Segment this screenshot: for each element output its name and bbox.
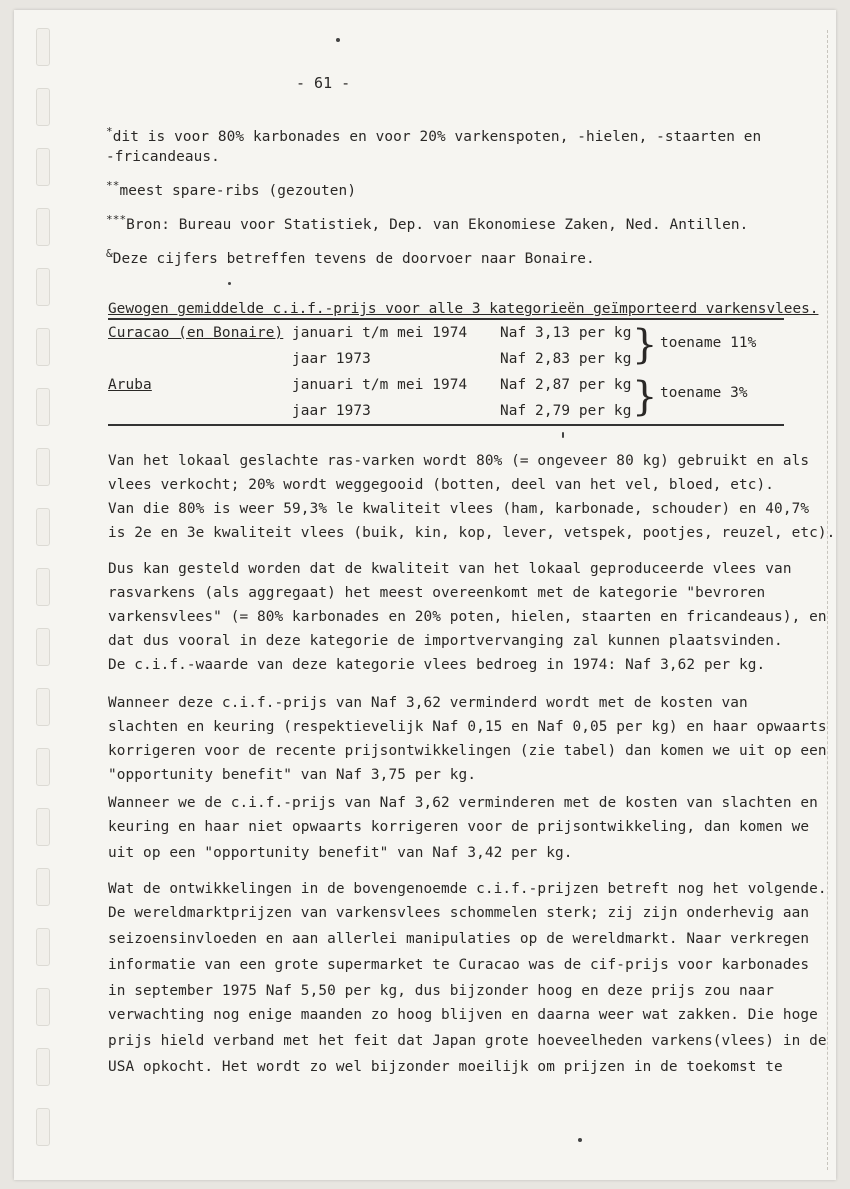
table-region-aruba: Aruba — [108, 377, 152, 393]
punch-hole — [36, 568, 50, 606]
punch-hole — [36, 328, 50, 366]
paragraph-4-line: Wat de ontwikkelingen in de bovengenoemde c.i.f.-prijzen betreft nog het volgende. — [108, 881, 827, 897]
footnote-text: dit is voor 80% karbonades en voor 20% varkenspoten, -hielen, -staarten en — [112, 129, 762, 145]
table-brace: } — [632, 322, 658, 368]
punch-hole — [36, 388, 50, 426]
punch-hole — [36, 448, 50, 486]
footnote-1-cont: -fricandeaus. — [106, 149, 220, 165]
table-change-curacao: toename 11% — [660, 335, 757, 351]
paragraph-2-line: Dus kan gesteld worden dat de kwaliteit van het lokaal geproduceerde vlees van — [108, 561, 792, 577]
table-change-aruba: toename 3% — [660, 385, 748, 401]
punch-hole — [36, 868, 50, 906]
punch-holes — [36, 28, 50, 1178]
footnote-marker: *** — [106, 213, 127, 226]
ink-dot — [336, 38, 340, 42]
paragraph-1-line: Van het lokaal geslachte ras-varken wordt 80% (= ongeveer 80 kg) gebruikt en als — [108, 453, 810, 469]
punch-hole — [36, 88, 50, 126]
paragraph-2-line: rasvarkens (als aggregaat) het meest overeenkomt met de kategorie "bevroren — [108, 585, 766, 601]
ink-mark — [562, 432, 564, 438]
table-price: Naf 3,13 per kg — [500, 325, 632, 341]
punch-hole — [36, 28, 50, 66]
table-price: Naf 2,79 per kg — [500, 403, 632, 419]
punch-hole — [36, 1108, 50, 1146]
punch-hole — [36, 208, 50, 246]
footnote-2 — [106, 178, 356, 204]
punch-hole — [36, 808, 50, 846]
paragraph-4-line: informatie van een grote supermarket te Curacao was de cif-prijs voor karbonades — [108, 957, 810, 973]
footnote-marker: * — [106, 125, 113, 138]
table-brace: } — [632, 374, 658, 420]
footnote-4 — [106, 246, 595, 272]
table-period: jaar 1973 — [292, 403, 371, 419]
paragraph-3-line: Wanneer we de c.i.f.-prijs van Naf 3,62 verminderen met de kosten van slachten en — [108, 795, 818, 811]
punch-hole — [36, 1048, 50, 1086]
punch-hole — [36, 688, 50, 726]
paragraph-4-line: USA opkocht. Het wordt zo wel bijzonder moeilijk om prijzen in de toekomst te — [108, 1059, 783, 1075]
table-title: Gewogen gemiddelde c.i.f.-prijs voor alle 3 kategorieën geïmporteerd varkensvlees. — [108, 301, 819, 317]
footnote-3 — [106, 212, 748, 238]
footnote-text: Deze cijfers betreffen tevens de doorvoer naar Bonaire. — [112, 251, 595, 267]
paragraph-2-line: dat dus vooral in deze kategorie de importvervanging zal kunnen plaatsvinden. — [108, 633, 783, 649]
punch-hole — [36, 928, 50, 966]
paragraph-4-line: verwachting nog enige maanden zo hoog blijven en daarna weer wat zakken. Die hoge — [108, 1007, 818, 1023]
paragraph-3-line: Wanneer deze c.i.f.-prijs van Naf 3,62 verminderd wordt met de kosten van — [108, 695, 748, 711]
footnote-marker: & — [106, 247, 113, 260]
paragraph-4-line: seizoensinvloeden en aan allerlei manipulaties op de wereldmarkt. Naar verkregen — [108, 931, 810, 947]
table-bottom-rule — [108, 424, 784, 426]
right-edge-marks — [819, 30, 828, 1170]
ink-dot — [578, 1138, 582, 1142]
paragraph-3-line: korrigeren voor de recente prijsontwikkelingen (zie tabel) dan komen we uit op een — [108, 743, 827, 759]
table-region-curacao: Curacao (en Bonaire) — [108, 325, 284, 341]
paragraph-4-line: prijs hield verband met het feit dat Japan grote hoeveelheden varkens(vlees) in de — [108, 1033, 827, 1049]
paragraph-4-line: in september 1975 Naf 5,50 per kg, dus bijzonder hoog en deze prijs zou naar — [108, 983, 775, 999]
table-period: jaar 1973 — [292, 351, 371, 367]
punch-hole — [36, 988, 50, 1026]
paragraph-3-line: uit op een "opportunity benefit" van Naf 3,42 per kg. — [108, 845, 573, 861]
paragraph-1-line: is 2e en 3e kwaliteit vlees (buik, kin, kop, lever, vetspek, pootjes, reuzel, etc). — [108, 525, 836, 541]
footnote-marker: ** — [106, 179, 120, 192]
punch-hole — [36, 148, 50, 186]
paragraph-4-line: De wereldmarktprijzen van varkensvlees schommelen sterk; zij zijn onderhevig aan — [108, 905, 810, 921]
ink-dot — [228, 282, 231, 285]
footnote-text: meest spare-ribs (gezouten) — [119, 183, 357, 199]
paragraph-1-line: Van die 80% is weer 59,3% le kwaliteit vlees (ham, karbonade, schouder) en 40,7% — [108, 501, 810, 517]
paragraph-3-line: keuring en haar niet opwaarts korrigeren voor de prijsontwikkeling, dan komen we — [108, 819, 810, 835]
punch-hole — [36, 748, 50, 786]
table-price: Naf 2,87 per kg — [500, 377, 632, 393]
page-number: - 61 - — [296, 74, 351, 92]
table-period: januari t/m mei 1974 — [292, 325, 468, 341]
paragraph-1-line: vlees verkocht; 20% wordt weggegooid (botten, deel van het vel, bloed, etc). — [108, 477, 775, 493]
punch-hole — [36, 268, 50, 306]
table-price: Naf 2,83 per kg — [500, 351, 632, 367]
paragraph-2-line: De c.i.f.-waarde van deze kategorie vlees bedroeg in 1974: Naf 3,62 per kg. — [108, 657, 766, 673]
table-period: januari t/m mei 1974 — [292, 377, 468, 393]
punch-hole — [36, 508, 50, 546]
punch-hole — [36, 628, 50, 666]
paragraph-3-line: "opportunity benefit" van Naf 3,75 per kg. — [108, 767, 477, 783]
paragraph-3-line: slachten en keuring (respektievelijk Naf 0,15 en Naf 0,05 per kg) en haar opwaarts — [108, 719, 827, 735]
footnote-text: Bron: Bureau voor Statistiek, Dep. van Ekonomiese Zaken, Ned. Antillen. — [126, 217, 749, 233]
paragraph-2-line: varkensvlees" (= 80% karbonades en 20% poten, hielen, staarten en fricandeaus), en — [108, 609, 827, 625]
